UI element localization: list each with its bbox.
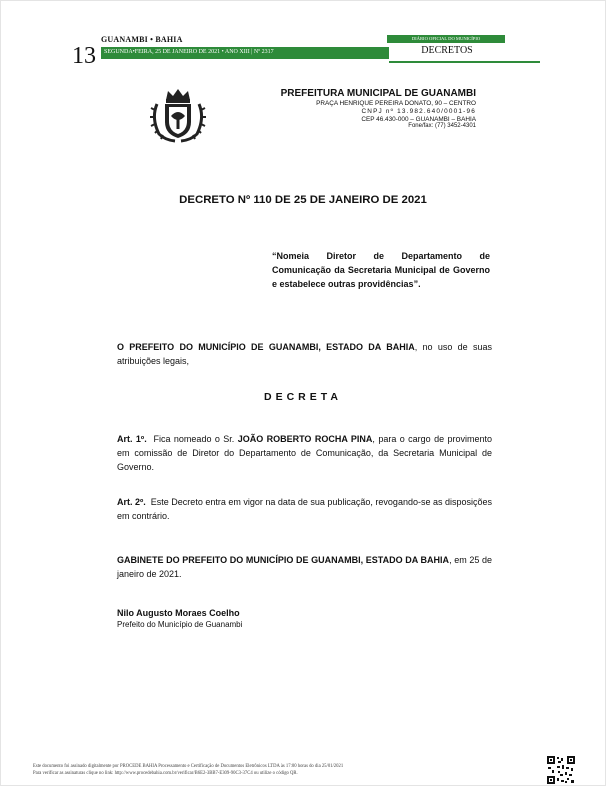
- decree-title: DECRETO Nº 110 DE 25 DE JANEIRO DE 2021: [179, 194, 427, 206]
- appointee-name: JOÃO ROBERTO ROCHA PINA: [237, 434, 373, 444]
- institution-phone: Fone/fax: (77) 3452-4301: [408, 123, 476, 130]
- decreta-heading: DECRETA: [264, 391, 342, 403]
- article-1-label: Art. 1º.: [117, 434, 147, 444]
- article-2: [117, 495, 495, 523]
- decree-ementa: “Nomeia Diretor de Departamento de Comunicação da Secretaria Municipal de Governo e estabelece outras providências”.: [272, 251, 490, 289]
- institution-address: PRAÇA HENRIQUE PEREIRA DONATO, 90 – CENTRO: [316, 100, 476, 107]
- signature-block: [117, 607, 242, 630]
- article-1: [117, 432, 492, 474]
- institution-cnpj: CNPJ nº 13.982.640/0001-96: [361, 107, 476, 115]
- footer-line-2: Para verificar as assinaturas clique no link: http://www.procedebahia.com.br/verificar/B6E2-3BB7-E309-90C3-37C4 ou utilize o código QR.: [33, 771, 298, 776]
- closing-bold: GABINETE DO PREFEITO DO MUNICÍPIO DE GUANAMBI, ESTADO DA BAHIA: [117, 555, 450, 565]
- header-divider: [389, 61, 540, 63]
- article-2-label: Art. 2º.: [117, 497, 146, 507]
- closing-rest: , em 25 de janeiro de 2021.: [117, 555, 492, 579]
- section-title: DECRETOS: [421, 45, 473, 56]
- article-2-text: Este Decreto entra em vigor na data de sua publicação, revogando-se as disposições em contrário.: [117, 497, 495, 521]
- institution-block: [240, 88, 476, 131]
- signatory-role: Prefeito do Município de Guanambi: [117, 620, 243, 629]
- preamble-bold: O PREFEITO DO MUNICÍPIO DE GUANAMBI, ESTADO DA BAHIA: [117, 342, 415, 352]
- qr-code-icon[interactable]: [547, 756, 575, 784]
- municipal-crest-icon: [147, 86, 209, 144]
- institution-name: PREFEITURA MUNICIPAL DE GUANAMBI: [280, 88, 476, 99]
- edition-line: SEGUNDA•FEIRA, 25 DE JANEIRO DE 2021 • ANO XIII | Nº 2317: [104, 49, 274, 55]
- gazette-label: DIÁRIO OFICIAL DO MUNICÍPIO: [387, 35, 505, 43]
- signatory-name: Nilo Augusto Moraes Coelho: [117, 608, 240, 618]
- article-1-pre: Fica nomeado o Sr.: [146, 434, 238, 444]
- decree-closing: [117, 553, 492, 581]
- article-1-post: , para o cargo de provimento em comissão de Diretor do Departamento de Comunicação, da Secretaria Municipal de Governo.: [117, 434, 493, 472]
- page-number: 13: [72, 43, 96, 69]
- preamble-rest: , no uso de suas atribuições legais,: [117, 342, 492, 366]
- footer-line-1: Este documento foi assinado digitalmente por PROCEDE BAHIA Processamento e Certificação de Documentos Eletrônicos LTDA às 17:00 horas do dia 25/01/2021: [33, 764, 344, 769]
- decree-preamble: [117, 340, 492, 368]
- institution-cep: CEP 46.430-000 – GUANAMBI – BAHIA: [361, 115, 476, 123]
- header-city: GUANAMBI • BAHIA: [101, 35, 183, 44]
- signature-footer: [33, 763, 513, 777]
